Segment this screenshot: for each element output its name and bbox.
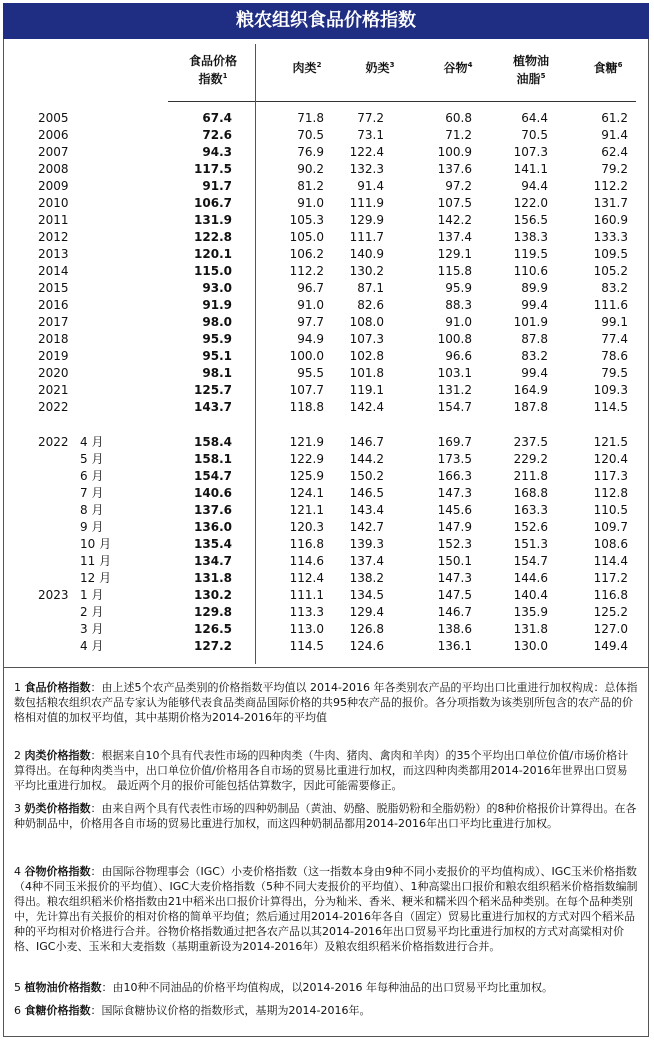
row-month: 5 月 [80,452,104,466]
cell-value: 60.8 [445,111,472,125]
monthly-row [0,638,654,655]
cell-value: 95.9 [445,281,472,295]
cell-value: 173.5 [437,452,472,466]
cell-value: 114.4 [593,554,628,568]
footnote-number: 2 [14,749,25,762]
row-month: 8 月 [80,503,104,517]
row-year: 2022 [38,400,69,414]
row-year: 2015 [38,281,69,295]
row-year: 2021 [38,383,69,397]
cell-value: 89.9 [521,281,548,295]
footnote-marker: 2 [316,61,322,69]
cell-value: 82.6 [357,298,384,312]
cell-value: 140.4 [513,588,548,602]
cell-value: 120.1 [194,247,232,261]
cell-value: 98.0 [202,315,232,329]
cell-value: 91.9 [202,298,232,312]
footnote-marker: 4 [467,61,473,69]
cell-value: 98.1 [202,366,232,380]
row-month: 11 月 [80,554,112,568]
cell-value: 100.8 [437,332,472,346]
cell-value: 140.9 [349,247,384,261]
cell-value: 61.2 [601,111,628,125]
row-year: 2017 [38,315,69,329]
cell-value: 163.3 [513,503,548,517]
row-month: 4 月 [80,435,104,449]
cell-value: 110.6 [513,264,548,278]
footnote-number: 3 [14,802,25,815]
cell-value: 93.0 [202,281,232,295]
cell-value: 71.8 [297,111,324,125]
footnote-text: ：由国际谷物理事会（IGC）小麦价格指数（这一指数本身由9种不同小麦报价的平均值构成）、IGC玉米价格指数（4种不同玉米报价的平均值）、IGC大麦价格指数（5种不同大麦报价的平均值）、1种高粱出口报价和粮农组织稻米价格指数编制得出。粮农组织稻米价格指数由21中稻米出口报价计算得出，分为籼米、香米、粳米和糯米四个稻米品种类别。在每个品种类别中，先计算出有关报价的相对价格的简单平均值；然后通过用2014-2016年各自（固定）贸易比重进行加权的方式对四个稻米品种的平均相对价格进行合并。谷物价格指数通过把各农产品以其2014-2016年出口贸易平均比重进行加权的方式对高粱相对价格、IGC小麦、玉米和大麦指数（基期重新设为2014-2016年）及粮农组织稻米价格指数进行合并。 [14,865,638,953]
footnote-title: 奶类价格指数 [24,802,91,815]
cell-value: 111.1 [289,588,324,602]
cell-value: 145.6 [437,503,472,517]
row-year: 2005 [38,111,69,125]
cell-value: 131.7 [593,196,628,210]
footnote-text: ：根据来自10个具有代表性市场的四种肉类（牛肉、猪肉、禽肉和羊肉）的35个平均出口单位价值/市场价格计算得出。在每种肉类当中，出口单位价值/价格用各自市场的贸易比重进行加权，而这四种肉类都用2014-2016年世界出口贸易平均比重进行加权。 最近两个月的报价可能包括估算数字，因此可能需要修正。 [14,749,629,792]
cell-value: 154.7 [437,400,472,414]
cell-value: 114.6 [289,554,324,568]
cell-value: 62.4 [601,145,628,159]
monthly-row [0,502,654,519]
cell-value: 129.4 [349,605,384,619]
row-month: 3 月 [80,622,104,636]
cell-value: 160.9 [593,213,628,227]
cell-value: 97.2 [445,179,472,193]
column-header-label: 奶类 [365,61,390,75]
cell-value: 211.8 [513,469,548,483]
cell-value: 105.3 [289,213,324,227]
annual-row [0,178,654,195]
cell-value: 158.4 [194,435,232,449]
cell-value: 137.6 [437,162,472,176]
annual-row [0,212,654,229]
cell-value: 109.7 [593,520,628,534]
row-year: 2022 [38,435,69,449]
monthly-row [0,536,654,553]
cell-value: 129.1 [437,247,472,261]
cell-value: 124.1 [289,486,324,500]
cell-value: 81.2 [297,179,324,193]
cell-value: 147.3 [437,571,472,585]
cell-value: 144.6 [513,571,548,585]
cell-value: 90.2 [297,162,324,176]
notes-divider [3,667,649,668]
annual-row [0,348,654,365]
cell-value: 133.3 [593,230,628,244]
cell-value: 121.5 [593,435,628,449]
column-header-label: 食品价格 指数 [188,54,237,86]
footnote-text: ：国际食糖协议价格的指数形式，基期为2014-2016年。 [90,1004,371,1017]
monthly-row [0,485,654,502]
cell-value: 131.9 [194,213,232,227]
cell-value: 91.0 [445,315,472,329]
cell-value: 130.2 [349,264,384,278]
cell-value: 151.3 [513,537,548,551]
cell-value: 146.7 [437,605,472,619]
cell-value: 131.8 [194,571,232,585]
cell-value: 91.7 [202,179,232,193]
cell-value: 111.6 [593,298,628,312]
header-divider [168,101,636,102]
row-month: 7 月 [80,486,104,500]
cell-value: 94.3 [202,145,232,159]
cell-value: 150.1 [437,554,472,568]
cell-value: 77.4 [601,332,628,346]
row-year: 2011 [38,213,69,227]
cell-value: 107.7 [289,383,324,397]
cell-value: 143.7 [194,400,232,414]
cell-value: 154.7 [194,469,232,483]
cell-value: 141.1 [513,162,548,176]
cell-value: 136.1 [437,639,472,653]
cell-value: 115.0 [194,264,232,278]
row-year: 2012 [38,230,69,244]
cell-value: 137.4 [437,230,472,244]
cell-value: 138.3 [513,230,548,244]
cell-value: 73.1 [357,128,384,142]
cell-value: 112.4 [289,571,324,585]
footnote-number: 5 [14,981,25,994]
cell-value: 125.7 [194,383,232,397]
row-year: 2019 [38,349,69,363]
monthly-row [0,553,654,570]
cell-value: 116.8 [289,537,324,551]
footnote-number: 6 [14,1004,25,1017]
annual-row [0,297,654,314]
cell-value: 156.5 [513,213,548,227]
cell-value: 105.0 [289,230,324,244]
cell-value: 120.3 [289,520,324,534]
footnote-marker: 3 [389,61,395,69]
cell-value: 126.5 [194,622,232,636]
cell-value: 169.7 [437,435,472,449]
column-header [498,52,564,88]
cell-value: 122.0 [513,196,548,210]
cell-value: 117.2 [593,571,628,585]
column-header-label: 植物油 油脂 [512,54,549,86]
cell-value: 130.0 [513,639,548,653]
cell-value: 158.1 [194,452,232,466]
cell-value: 109.5 [593,247,628,261]
row-year: 2009 [38,179,69,193]
cell-value: 125.9 [289,469,324,483]
cell-value: 138.6 [437,622,472,636]
monthly-row [0,519,654,536]
cell-value: 107.5 [437,196,472,210]
cell-value: 79.2 [601,162,628,176]
cell-value: 127.2 [194,639,232,653]
column-header-label: 食糖 [593,61,618,75]
cell-value: 95.5 [297,366,324,380]
cell-value: 142.4 [349,400,384,414]
cell-value: 91.0 [297,196,324,210]
cell-value: 127.0 [593,622,628,636]
footnote-text: ：由上述5个农产品类别的价格指数平均值以 2014-2016 年各类别农产品的平均出口比重进行加权构成：总体指数包括粮农组织农产品专家认为能够代表食品类商品国际价格的共95种农产品的报价。各分项指数为该类别所包含的农产品的价格相对值的加权平均值，其中基期价格为2014-2016年的平均值 [14,681,638,724]
cell-value: 111.7 [349,230,384,244]
footnote-title: 植物油价格指数 [24,981,102,994]
cell-value: 119.1 [349,383,384,397]
footnote-title: 食糖价格指数 [24,1004,91,1017]
cell-value: 147.3 [437,486,472,500]
cell-value: 101.9 [513,315,548,329]
monthly-row [0,604,654,621]
cell-value: 78.6 [601,349,628,363]
cell-value: 112.2 [593,179,628,193]
cell-value: 108.0 [349,315,384,329]
cell-value: 140.6 [194,486,232,500]
cell-value: 137.6 [194,503,232,517]
footnote [14,864,638,954]
cell-value: 134.7 [194,554,232,568]
cell-value: 97.7 [297,315,324,329]
cell-value: 91.0 [297,298,324,312]
footnote-text: ：由10种不同油品的价格平均值构成，以2014-2016 年每种油品的出口贸易平均比重加权。 [101,981,553,994]
row-year: 2006 [38,128,69,142]
cell-value: 121.1 [289,503,324,517]
cell-value: 64.4 [521,111,548,125]
cell-value: 164.9 [513,383,548,397]
cell-value: 117.3 [593,469,628,483]
footnote-title: 谷物价格指数 [24,865,91,878]
cell-value: 71.2 [445,128,472,142]
cell-value: 122.9 [289,452,324,466]
cell-value: 113.0 [289,622,324,636]
cell-value: 122.4 [349,145,384,159]
row-year: 2014 [38,264,69,278]
cell-value: 168.8 [513,486,548,500]
cell-value: 131.8 [513,622,548,636]
column-header-label: 肉类 [292,61,317,75]
cell-value: 109.3 [593,383,628,397]
annual-row [0,382,654,399]
footnote [14,748,638,793]
page-title: 粮农组织食品价格指数 [3,3,649,39]
annual-row [0,331,654,348]
cell-value: 187.8 [513,400,548,414]
cell-value: 146.5 [349,486,384,500]
annual-row [0,195,654,212]
cell-value: 79.5 [601,366,628,380]
cell-value: 237.5 [513,435,548,449]
annual-row [0,127,654,144]
footnote-text: ：由来自两个具有代表性市场的四种奶制品（黄油、奶酪、脱脂奶粉和全脂奶粉）的8种价格报价计算得出。在各种奶制品中，价格用各自市场的贸易比重进行加权，而这四种奶制品都用2014-2016年出口平均比重进行加权。 [14,802,637,830]
row-year: 2016 [38,298,69,312]
cell-value: 143.4 [349,503,384,517]
cell-value: 107.3 [349,332,384,346]
annual-row [0,229,654,246]
row-year: 2007 [38,145,69,159]
cell-value: 132.3 [349,162,384,176]
cell-value: 115.8 [437,264,472,278]
row-month: 9 月 [80,520,104,534]
footnote-number: 4 [14,865,25,878]
monthly-row [0,570,654,587]
cell-value: 103.1 [437,366,472,380]
footnote-marker: 6 [617,61,623,69]
row-year: 2018 [38,332,69,346]
row-year: 2010 [38,196,69,210]
cell-value: 112.8 [593,486,628,500]
row-month: 10 月 [80,537,112,551]
cell-value: 87.1 [357,281,384,295]
cell-value: 105.2 [593,264,628,278]
cell-value: 152.3 [437,537,472,551]
monthly-row [0,621,654,638]
cell-value: 114.5 [289,639,324,653]
cell-value: 108.6 [593,537,628,551]
cell-value: 135.4 [194,537,232,551]
cell-value: 119.5 [513,247,548,261]
cell-value: 87.8 [521,332,548,346]
cell-value: 135.9 [513,605,548,619]
row-month: 12 月 [80,571,112,585]
cell-value: 83.2 [601,281,628,295]
cell-value: 76.9 [297,145,324,159]
cell-value: 138.2 [349,571,384,585]
row-year: 2023 [38,588,69,602]
cell-value: 113.3 [289,605,324,619]
annual-row [0,365,654,382]
cell-value: 77.2 [357,111,384,125]
cell-value: 106.2 [289,247,324,261]
cell-value: 139.3 [349,537,384,551]
cell-value: 129.9 [349,213,384,227]
cell-value: 100.9 [437,145,472,159]
cell-value: 91.4 [357,179,384,193]
cell-value: 136.0 [194,520,232,534]
cell-value: 122.8 [194,230,232,244]
cell-value: 144.2 [349,452,384,466]
cell-value: 94.4 [521,179,548,193]
cell-value: 116.8 [593,588,628,602]
cell-value: 120.4 [593,452,628,466]
column-header [180,52,246,88]
cell-value: 99.4 [521,366,548,380]
cell-value: 102.8 [349,349,384,363]
monthly-row [0,587,654,604]
column-header [280,59,334,77]
footnote-marker: 1 [222,72,228,80]
cell-value: 91.4 [601,128,628,142]
cell-value: 130.2 [194,588,232,602]
monthly-row [0,468,654,485]
column-header [582,59,634,77]
cell-value: 137.4 [349,554,384,568]
cell-value: 166.3 [437,469,472,483]
footnote-marker: 5 [540,72,546,80]
cell-value: 111.9 [349,196,384,210]
cell-value: 100.0 [289,349,324,363]
footnote [14,980,638,995]
row-month: 1 月 [80,588,104,602]
cell-value: 149.4 [593,639,628,653]
cell-value: 125.2 [593,605,628,619]
cell-value: 95.9 [202,332,232,346]
row-month: 4 月 [80,639,104,653]
cell-value: 152.6 [513,520,548,534]
column-header [352,59,408,77]
row-year: 2008 [38,162,69,176]
cell-value: 114.5 [593,400,628,414]
cell-value: 131.2 [437,383,472,397]
cell-value: 117.5 [194,162,232,176]
cell-value: 110.5 [593,503,628,517]
cell-value: 146.7 [349,435,384,449]
monthly-row [0,451,654,468]
cell-value: 129.8 [194,605,232,619]
cell-value: 83.2 [521,349,548,363]
footnote-title: 食品价格指数 [24,681,91,694]
footnote-title: 肉类价格指数 [24,749,91,762]
cell-value: 99.1 [601,315,628,329]
row-month: 6 月 [80,469,104,483]
row-year: 2013 [38,247,69,261]
cell-value: 72.6 [202,128,232,142]
cell-value: 95.1 [202,349,232,363]
annual-row [0,246,654,263]
footnote [14,801,638,831]
column-header-label: 谷物 [443,61,468,75]
cell-value: 154.7 [513,554,548,568]
footnote [14,680,638,725]
annual-row [0,110,654,127]
annual-row [0,399,654,416]
cell-value: 96.6 [445,349,472,363]
cell-value: 150.2 [349,469,384,483]
cell-value: 134.5 [349,588,384,602]
row-month: 2 月 [80,605,104,619]
cell-value: 229.2 [513,452,548,466]
cell-value: 107.3 [513,145,548,159]
cell-value: 67.4 [202,111,232,125]
cell-value: 70.5 [521,128,548,142]
monthly-row [0,434,654,451]
cell-value: 88.3 [445,298,472,312]
cell-value: 101.8 [349,366,384,380]
column-header [428,59,488,77]
cell-value: 142.2 [437,213,472,227]
cell-value: 96.7 [297,281,324,295]
cell-value: 118.8 [289,400,324,414]
footnote [14,1003,638,1018]
annual-row [0,144,654,161]
cell-value: 142.7 [349,520,384,534]
annual-row [0,280,654,297]
annual-row [0,161,654,178]
cell-value: 106.7 [194,196,232,210]
cell-value: 147.9 [437,520,472,534]
cell-value: 121.9 [289,435,324,449]
cell-value: 126.8 [349,622,384,636]
cell-value: 112.2 [289,264,324,278]
row-year: 2020 [38,366,69,380]
cell-value: 94.9 [297,332,324,346]
annual-row [0,314,654,331]
cell-value: 70.5 [297,128,324,142]
cell-value: 124.6 [349,639,384,653]
annual-row [0,263,654,280]
cell-value: 147.5 [437,588,472,602]
cell-value: 99.4 [521,298,548,312]
footnote-number: 1 [14,681,25,694]
